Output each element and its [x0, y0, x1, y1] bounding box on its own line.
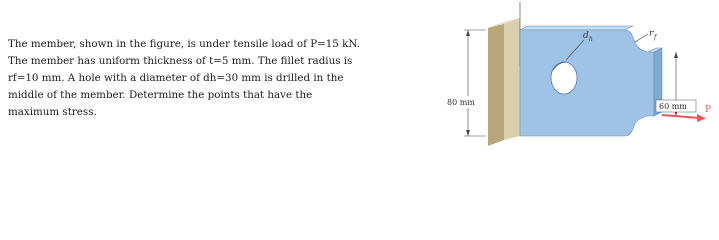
load-arrow — [662, 114, 706, 122]
label-80mm: 80 mm — [447, 98, 475, 107]
problem-line-4: middle of the member. Determine the points that have the — [8, 88, 313, 101]
label-dh: d — [583, 31, 589, 41]
label-dh-sub: h — [589, 36, 593, 43]
problem-line-1: The member, shown in the figure, is under tensile load of P=15 kN. — [8, 38, 360, 50]
label-rf-sub: f — [654, 34, 657, 41]
problem-line-5: maximum stress. — [8, 105, 97, 118]
problem-line-3: rf=10 mm. A hole with a diameter of dh=30 mm is drilled in the — [8, 71, 344, 84]
problem-statement — [8, 36, 418, 121]
problem-line-2: The member has uniform thickness of t=5 mm. The fillet radius is — [8, 54, 353, 67]
member-figure — [438, 0, 719, 156]
label-rf: r — [649, 29, 654, 39]
label-60mm: 60 mm — [659, 102, 687, 111]
label-P: P — [705, 105, 712, 115]
wall-support — [488, 18, 520, 146]
